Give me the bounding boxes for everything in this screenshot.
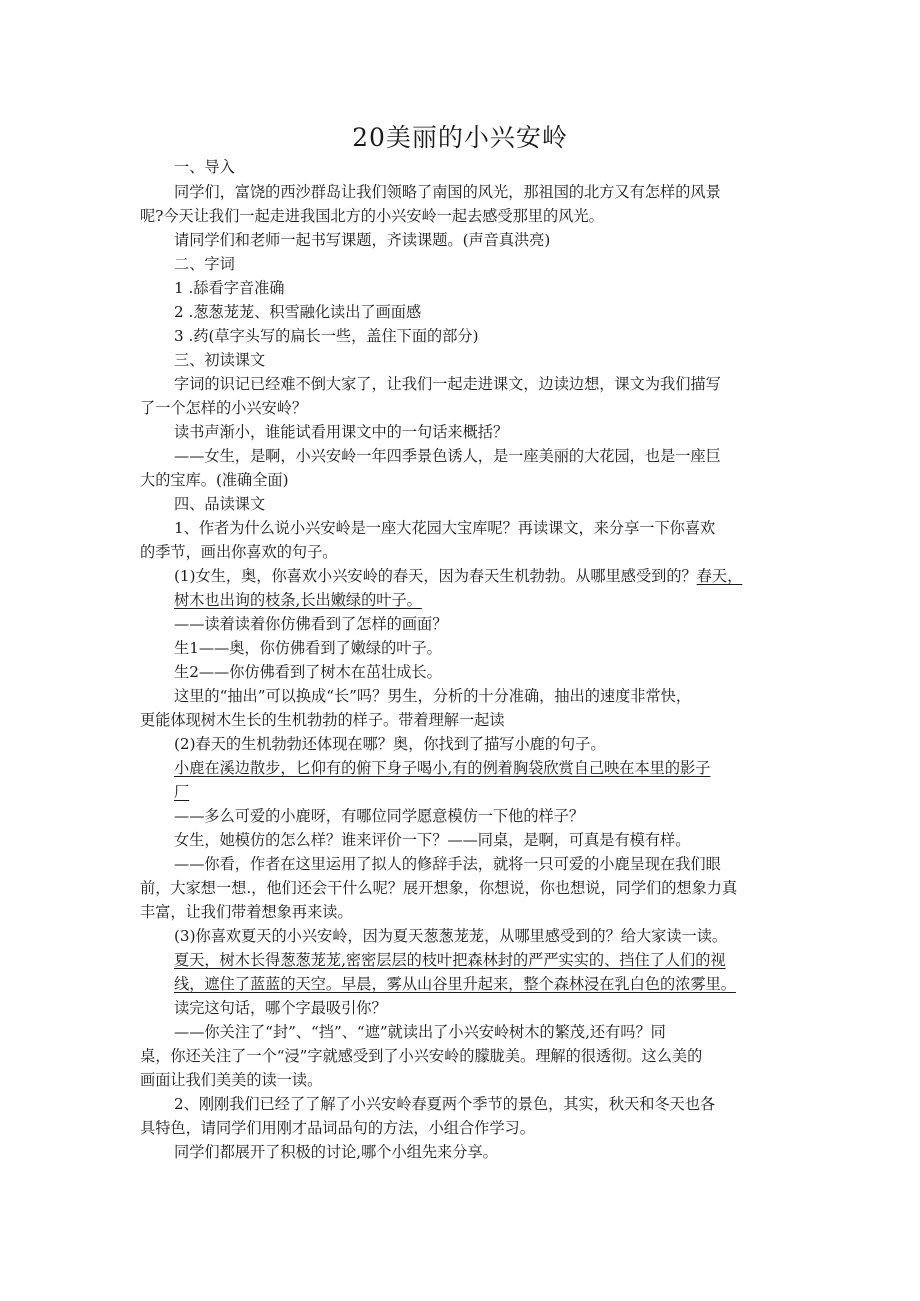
- text-line: 生2——你仿佛看到了树木在茁壮成长。: [174, 663, 442, 681]
- text-line: (3)你喜欢夏天的小兴安岭，因为夏天葱葱茏茏，从哪里感受到的？给大家读一读。: [174, 927, 728, 945]
- list-item: 3 .药(草字头写的扁长一些，盖住下面的部分): [174, 327, 479, 345]
- text-line: 同学们都展开了积极的讨论,哪个小组先来分享。: [174, 1143, 498, 1161]
- underlined-quote: 春天，: [696, 567, 743, 585]
- text-line: 女生，她模仿的怎么样？谁来评价一下？——同桌，是啊，可真是有模有样。: [174, 831, 691, 849]
- text-span: (1)女生，奥，你喜欢小兴安岭的春天，因为春天生机勃勃。从哪里感受到的？: [174, 567, 697, 585]
- heading-words: 二、字词: [174, 255, 235, 273]
- text-line: ——你看，作者在这里运用了拟人的修辞手法，就将一只可爱的小鹿呈现在我们眼: [174, 855, 721, 873]
- text-line: [174, 565, 800, 587]
- heading-intro: 一、导入: [174, 158, 235, 176]
- text-line: 读书声渐小，谁能试看用课文中的一句话来概括？: [174, 423, 509, 441]
- list-item: 1 .舔看字音准确: [174, 279, 285, 297]
- text-line: ——女生，是啊，小兴安岭一年四季景色诱人，是一座美丽的大花园，也是一座巨: [174, 447, 721, 465]
- text-line: 呢?今天让我们一起走进我国北方的小兴安岭一起去感受那里的风光。: [140, 207, 604, 225]
- text-line: 请同学们和老师一起书写课题，齐读课题。(声音真洪亮): [174, 231, 551, 249]
- text-line: 这里的“抽出”可以换成“长”吗？男生，分析的十分准确，抽出的速度非常快，: [174, 687, 692, 705]
- text-line: 的季节，画出你喜欢的句子。: [140, 543, 338, 561]
- underlined-quote: 树木也出询的枝条,长出嫩绿的叶子。: [174, 591, 422, 609]
- text-line: 读完这句话，哪个字最吸引你？: [174, 999, 387, 1017]
- text-line: 字词的识记已经难不倒大家了，让我们一起走进课文，边读边想，课文为我们描写: [174, 375, 721, 393]
- text-line: 桌，你还关注了一个“浸”字就感受到了小兴安岭的朦胧美。理解的很透彻。这么美的: [140, 1047, 703, 1065]
- text-line: 1、作者为什么说小兴安岭是一座大花园大宝库呢？再读课文，来分享一下你喜欢: [174, 519, 716, 537]
- text-line: 丰富，让我们带着想象再来读。: [140, 903, 353, 921]
- text-line: 2、刚刚我们已经了了解了小兴安岭春夏两个季节的景色，其实，秋天和冬天也各: [174, 1095, 716, 1113]
- underlined-quote: 厂: [174, 783, 190, 801]
- underlined-quote: 小鹿在溪边散步，匕仰有的俯下身子喝小,有的例着胸袋欣赏自己映在本里的影子: [174, 759, 711, 777]
- text-line: 具特色，请同学们用刚才品词品句的方法，小组合作学习。: [140, 1119, 535, 1137]
- text-line: 了一个怎样的小兴安岭？: [140, 399, 308, 417]
- heading-close-reading: 四、品读课文: [174, 495, 266, 513]
- heading-first-reading: 三、初读课文: [174, 351, 266, 369]
- text-line: ——读着读着你仿佛看到了怎样的画面？: [174, 615, 448, 633]
- text-line: 前，大家想一想.，他们还会干什么呢？展开想象，你想说，你也想说，同学们的想象力真: [140, 879, 738, 897]
- page-title: 20美丽的小兴安岭: [352, 123, 568, 152]
- text-line: (2)春天的生机勃勃还体现在哪？奥，你找到了描写小鹿的句子。: [174, 735, 606, 753]
- text-line: ——你关注了“封”、“挡”、“遮”就读出了小兴安岭树木的繁茂,还有吗？同: [174, 1023, 666, 1041]
- list-item: 2 .葱葱茏茏、积雪融化读出了画面感: [174, 303, 422, 321]
- text-line: 生1——奥，你仿佛看到了嫩绿的叶子。: [174, 639, 442, 657]
- underlined-quote: 线，遮住了蓝蓝的天空。早晨，雾从山谷里升起来，整个森林浸在乳白色的浓雾里。: [174, 975, 736, 993]
- text-line: ——多么可爱的小鹿呀，有哪位同学愿意模仿一下他的样子？: [174, 807, 585, 825]
- text-line: 更能体现树木生长的生机勃勃的样子。带着理解一起读: [140, 711, 505, 729]
- underlined-quote: 夏天，树木长得葱葱茏茏,密密层层的枝叶把森林封的严严实实的、挡住了人们的视: [174, 951, 726, 969]
- text-line: 大的宝库。(准确全面): [140, 471, 289, 489]
- text-line: 同学们，富饶的西沙群岛让我们领略了南国的风光，那祖国的北方又有怎样的风景: [174, 183, 721, 201]
- text-line: 画面让我们美美的读一读。: [140, 1071, 323, 1089]
